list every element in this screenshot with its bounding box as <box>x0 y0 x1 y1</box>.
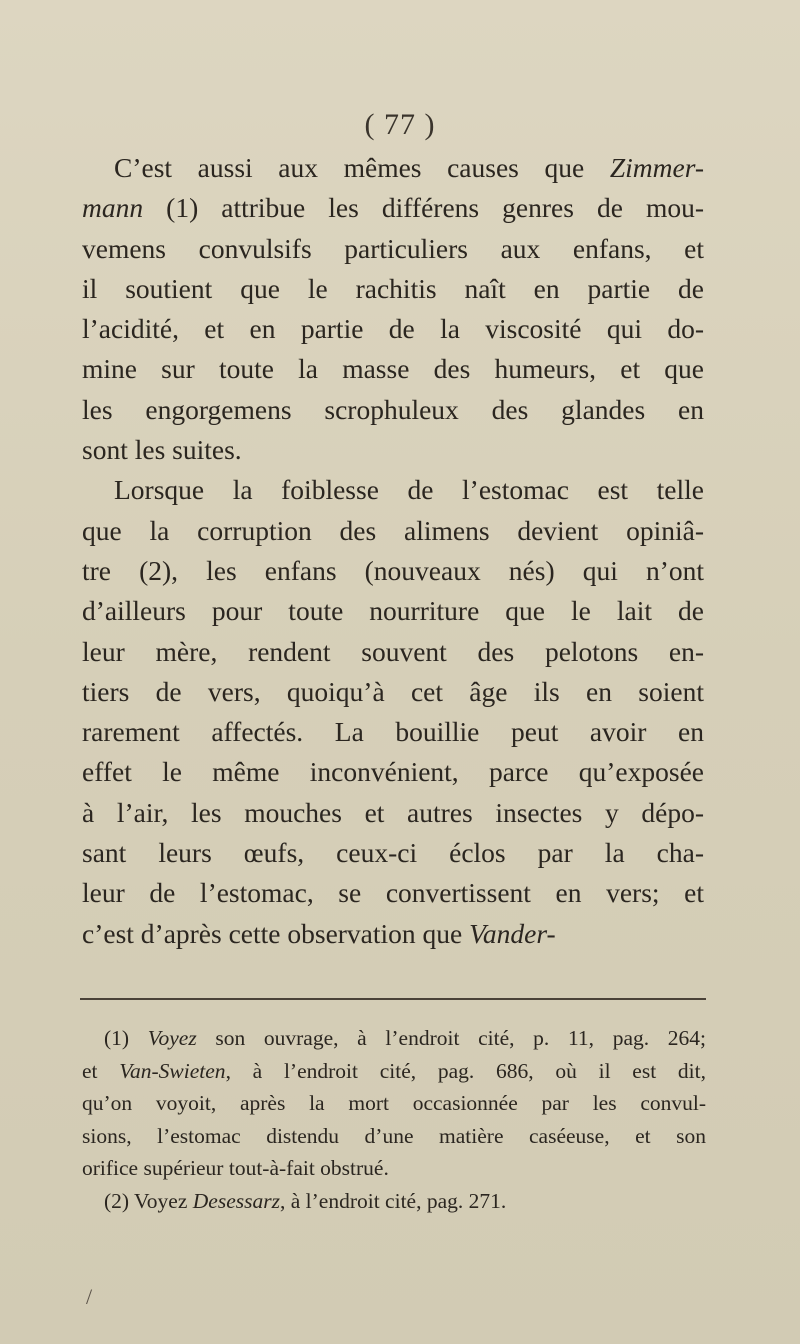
text-run: sont les suites. <box>82 434 242 466</box>
paragraph-line <box>82 349 704 389</box>
paragraph-line <box>82 793 704 833</box>
text-run: c’est d’après cette observation que <box>82 917 470 949</box>
paragraph-line <box>82 309 704 349</box>
paragraph-line <box>82 591 704 631</box>
paragraph-line <box>82 672 704 712</box>
italic-text: Voyez <box>147 1026 197 1050</box>
text-run: tre (2), les enfans (nouveaux nés) qui n’ont <box>82 554 704 586</box>
text-run: orifice supérieur tout-à-fait obstrué. <box>82 1156 389 1181</box>
footnote-line <box>82 1022 706 1055</box>
text-run: rarement affectés. La bouillie peut avoir en <box>82 716 704 748</box>
paragraph-line <box>82 712 704 752</box>
paragraph-line <box>82 551 704 591</box>
text-run: que la corruption des alimens devient opiniâ- <box>82 514 704 546</box>
text-run: tiers de vers, quoiqu’à cet âge ils en soient <box>82 675 704 707</box>
text-run: qu’on voyoit, après la mort occasionnée par les convul- <box>82 1091 706 1116</box>
footnote-line <box>82 1055 706 1088</box>
paragraph-line <box>82 390 704 430</box>
paragraph-line <box>82 914 704 954</box>
paragraph-line <box>82 752 704 792</box>
text-run: (2) Voyez <box>104 1188 193 1213</box>
paragraph-line <box>82 511 704 551</box>
paragraph-line <box>82 470 704 510</box>
text-run: les engorgemens scrophuleux des glandes en <box>82 393 704 425</box>
footnote-line <box>82 1185 706 1218</box>
text-run: et <box>82 1058 120 1083</box>
margin-mark: / <box>86 1284 93 1309</box>
paragraph-line <box>82 269 704 309</box>
paragraph-line <box>82 833 704 873</box>
paragraph-line <box>82 873 704 913</box>
text-run: vemens convulsifs particuliers aux enfans, et <box>82 232 704 264</box>
footnote-line <box>82 1152 706 1185</box>
paragraph-line <box>82 148 704 188</box>
page-number: ( 77 ) <box>364 108 436 141</box>
italic-text: Zimmer- <box>609 152 704 183</box>
italic-text: Van-Swieten <box>119 1058 226 1083</box>
text-run: mine sur toute la masse des humeurs, et que <box>82 353 704 385</box>
text-run: sions, l’estomac distendu d’une matière caséeuse, et son <box>82 1123 706 1148</box>
text-run: sant leurs œufs, ceux-ci éclos par la cha- <box>82 837 704 869</box>
text-run: il soutient que le rachitis naît en partie de <box>82 272 704 304</box>
text-run: son ouvrage, à l’endroit cité, p. 11, pag. 264; <box>196 1026 706 1050</box>
main-text <box>82 148 704 954</box>
text-run: à l’air, les mouches et autres insectes y dépo- <box>82 796 704 828</box>
text-run: effet le même inconvénient, parce qu’exposée <box>82 756 704 788</box>
text-run: Lorsque la foiblesse de l’estomac est telle <box>114 474 704 506</box>
italic-text: mann <box>82 192 144 224</box>
paragraph-line <box>82 632 704 672</box>
italic-text: Vander- <box>469 917 556 949</box>
paragraph-line <box>82 229 704 269</box>
paragraph-line <box>82 430 704 470</box>
footnote-divider <box>80 998 706 1000</box>
text-run: l’acidité, et en partie de la viscosité qui do- <box>82 313 704 345</box>
italic-text: Desessarz <box>192 1188 280 1213</box>
text-run: C’est aussi aux mêmes causes que <box>114 152 610 183</box>
paragraph-line <box>82 188 704 228</box>
text-run: (1) attribue les différens genres de mou- <box>143 192 704 224</box>
text-run: (1) <box>104 1026 148 1050</box>
text-run: leur mère, rendent souvent des pelotons en- <box>82 635 704 667</box>
text-run: d’ailleurs pour toute nourriture que le lait de <box>82 595 704 627</box>
text-run: , à l’endroit cité, pag. 271. <box>279 1188 507 1213</box>
footnote-line <box>82 1087 706 1120</box>
text-run: , à l’endroit cité, pag. 686, où il est dit, <box>225 1058 706 1083</box>
text-run: leur de l’estomac, se convertissent en vers; et <box>82 877 704 909</box>
footnotes <box>82 1022 706 1218</box>
footnote-line <box>82 1120 706 1153</box>
